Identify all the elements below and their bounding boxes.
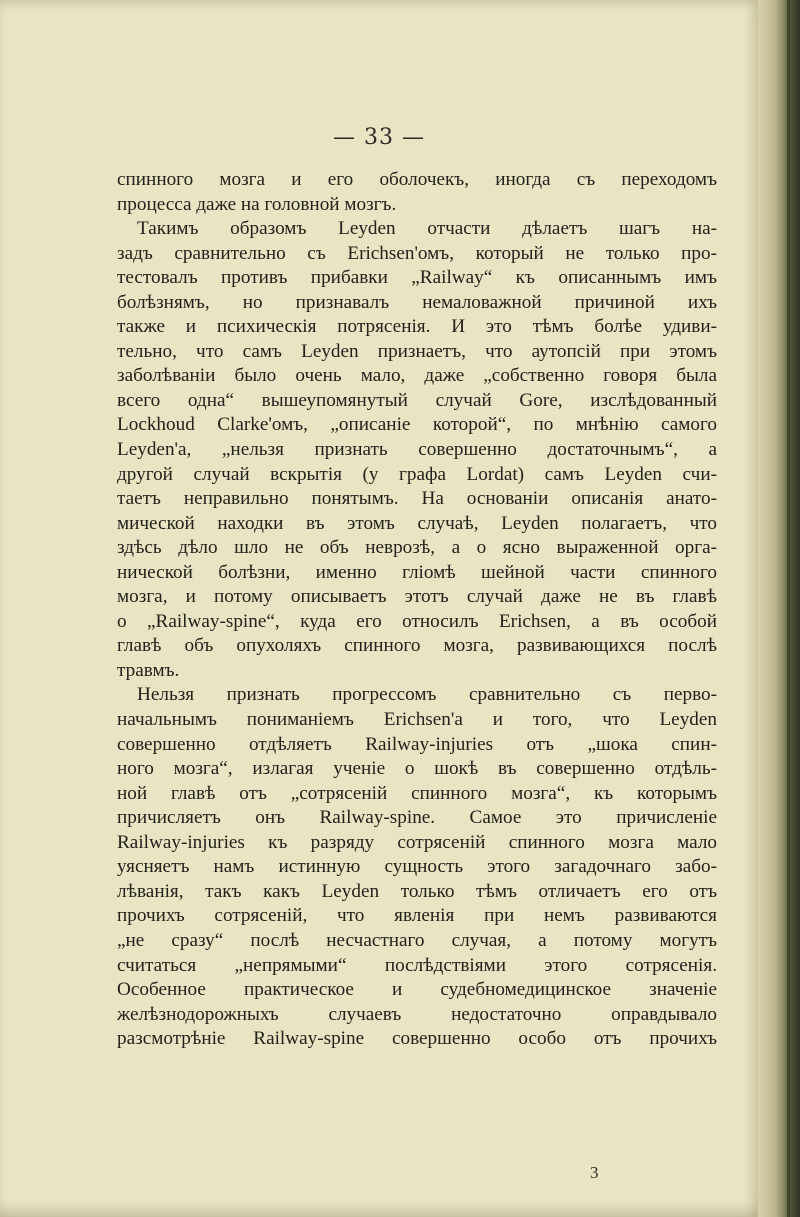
text-line: другой случай вскрытія (у графа Lordat) самъ Leyden счи-: [117, 463, 717, 485]
body-text: [117, 168, 717, 1052]
text-line: здѣсь дѣло шло не объ неврозѣ, а о ясно выраженной орга-: [117, 537, 717, 559]
text-line: заболѣваніи было очень мало, даже „собственно говоря была: [117, 365, 717, 387]
text-line: Lockhoud Clarke'омъ, „описаніе которой“, по мнѣнію самого: [117, 414, 717, 436]
text-line: прочихъ сотрясеній, что явленія при немъ развиваются: [117, 905, 717, 927]
page-number: — 33 —: [333, 125, 425, 150]
text-line: причисляетъ онъ Railway-spine. Самое это причисленіе: [117, 807, 717, 829]
text-line: совершенно отдѣляетъ Railway-injuries отъ „шока спин-: [117, 733, 717, 755]
text-line: Leyden'а, „нельзя признать совершенно достаточнымъ“, а: [117, 439, 717, 461]
text-line: травмъ.: [117, 659, 180, 681]
book-spine-edge: [758, 0, 800, 1217]
text-line: Такимъ образомъ Leyden отчасти дѣлаетъ шагъ на-: [137, 218, 717, 240]
spine-stripe: [787, 0, 790, 1217]
text-line: нической болѣзни, именно гліомѣ шейной части спинного: [117, 561, 717, 583]
text-line: Railway-injuries къ разряду сотрясеній спинного мозга мало: [117, 831, 717, 853]
text-line: разсмотрѣніе Railway-spine совершенно особо отъ прочихъ: [117, 1028, 717, 1050]
text-line: мозга, и потому описываетъ этотъ случай даже не въ главѣ: [117, 586, 717, 608]
text-line: Нельзя признать прогрессомъ сравнительно съ перво-: [137, 684, 717, 706]
text-line: желѣзнодорожныхъ случаевъ недостаточно оправдывало: [117, 1003, 717, 1025]
text-line: также и психическія потрясенія. И это тѣмъ болѣе удиви-: [117, 316, 717, 338]
text-line: задъ сравнительно съ Erichsen'омъ, который не только про-: [117, 242, 717, 264]
text-line: таетъ неправильно понятымъ. На основаніи описанія анато-: [117, 488, 717, 510]
text-line: мической находки въ этомъ случаѣ, Leyden полагаетъ, что: [117, 512, 717, 534]
text-line: Особенное практическое и судебномедицинское значеніе: [117, 979, 717, 1001]
page-bottom-shadow: [0, 1199, 758, 1217]
text-line: ного мозга“, излагая ученіе о шокѣ въ совершенно отдѣль-: [117, 758, 717, 780]
text-line: лѣванія, такъ какъ Leyden только тѣмъ отличаетъ его отъ: [117, 880, 717, 902]
signature-number: 3: [590, 1163, 599, 1182]
text-line: болѣзнямъ, но признавалъ немаловажной причиной ихъ: [117, 291, 717, 313]
text-line: считаться „непрямыми“ послѣдствіями этого сотрясенія.: [117, 954, 717, 976]
text-line: главѣ объ опухоляхъ спинного мозга, развивающихся послѣ: [117, 635, 717, 657]
text-line: процесса даже на головной мозгъ.: [117, 193, 397, 215]
text-line: ной главѣ отъ „сотрясеній спинного мозга“, къ которымъ: [117, 782, 717, 804]
text-line: „не сразу“ послѣ несчастнаго случая, а потому могутъ: [117, 929, 717, 951]
text-line: тельно, что самъ Leyden признаетъ, что аутопсій при этомъ: [117, 340, 717, 362]
text-line: всего одна“ вышеупомянутый случай Gore, изслѣдованный: [117, 389, 717, 411]
text-line: о „Railway-spine“, куда его относилъ Erichsen, а въ особой: [117, 610, 717, 632]
text-line: начальнымъ пониманіемъ Erichsen'а и того, что Leyden: [117, 709, 717, 731]
text-line: уясняетъ намъ истинную сущность этого загадочнаго забо-: [117, 856, 717, 878]
text-line: спинного мозга и его оболочекъ, иногда съ переходомъ: [117, 169, 717, 190]
text-line: тестовалъ противъ прибавки „Railway“ къ описаннымъ имъ: [117, 267, 717, 289]
